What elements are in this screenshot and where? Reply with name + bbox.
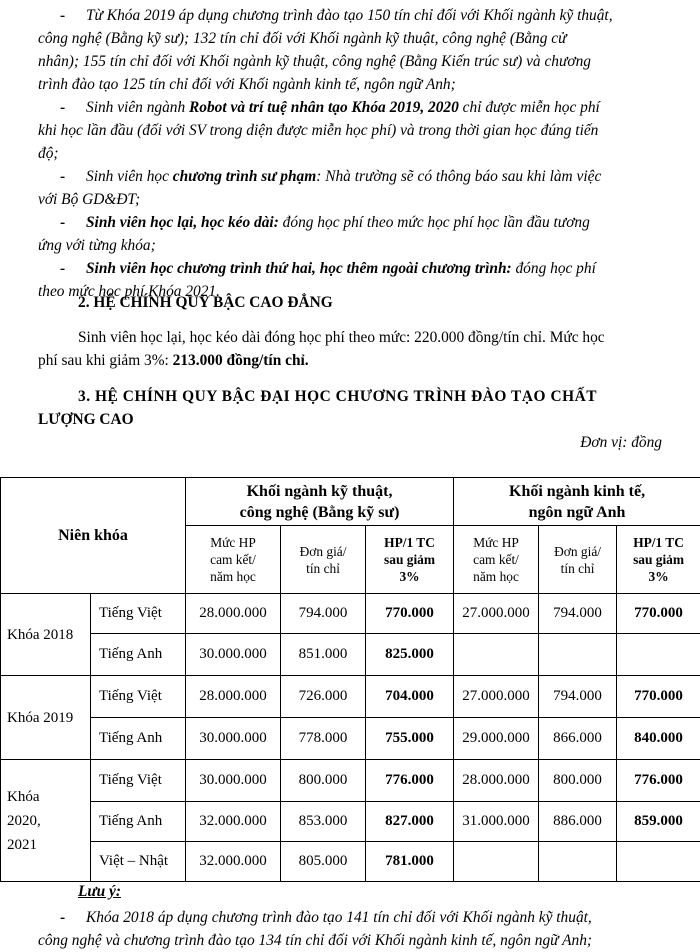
bullet-dash: - <box>60 211 86 234</box>
bullet-dash: - <box>60 4 86 27</box>
cell-value: 794.000 <box>539 594 617 634</box>
cell-value <box>617 634 700 676</box>
cell-value: 770.000 <box>617 676 700 718</box>
cell-value: 726.000 <box>281 676 366 718</box>
header-group-engineering: Khối ngành kỹ thuật, công nghệ (Bằng kỹ sư) <box>186 478 454 526</box>
row-lang: Tiếng Việt <box>91 760 186 802</box>
text-run: khi học lần đầu (đối với SV trong diện được miễn học phí) và trong thời gian học đúng tiến <box>38 122 598 139</box>
section-2-paragraph <box>38 326 666 372</box>
cell-value: 800.000 <box>281 760 366 802</box>
cell-value: 30.000.000 <box>186 718 281 760</box>
cell-value: 866.000 <box>539 718 617 760</box>
text-line <box>38 4 666 27</box>
text-run: đóng học phí <box>512 260 596 277</box>
text-run: Sinh viên học <box>86 168 173 185</box>
note-heading: Lưu ý: <box>78 883 121 901</box>
text-run: Khóa 2018 áp dụng chương trình đào tạo 141 tín chỉ đối với Khối ngành kỹ thuật, <box>86 909 592 926</box>
text-run: chỉ được miễn học phí <box>459 99 600 116</box>
header-muc-hp-1: Mức HP cam kết/ năm học <box>186 526 281 594</box>
text-run: Sinh viên ngành <box>86 99 189 116</box>
header-don-gia-1: Đơn giá/ tín chỉ <box>281 526 366 594</box>
text-line <box>38 165 666 188</box>
text-run: Sinh viên học chương trình thứ hai, học thêm ngoài chương trình: <box>86 260 512 277</box>
khoa-2018: Khóa 2018 <box>1 594 91 676</box>
section-2-line-1: Sinh viên học lại, học kéo dài đóng học phí theo mức: 220.000 đồng/tín chỉ. Mức học <box>38 326 666 349</box>
bullet-dash: - <box>60 96 86 119</box>
row-lang: Tiếng Anh <box>91 634 186 676</box>
cell-value: 853.000 <box>281 802 366 842</box>
cell-value <box>617 842 700 882</box>
cell-value: 29.000.000 <box>454 718 539 760</box>
cell-value: 27.000.000 <box>454 676 539 718</box>
cell-value: 859.000 <box>617 802 700 842</box>
table-row <box>1 802 700 842</box>
header-hp-giam-2: HP/1 TC sau giảm 3% <box>617 526 700 594</box>
cell-value <box>539 634 617 676</box>
text-line <box>38 73 666 96</box>
cell-value: 776.000 <box>617 760 700 802</box>
text-run: Từ Khóa 2019 áp dụng chương trình đào tạo 150 tín chỉ đối với Khối ngành kỹ thuật, <box>86 7 613 24</box>
table-row <box>1 842 700 882</box>
cell-value: 770.000 <box>366 594 454 634</box>
text-line <box>38 929 666 952</box>
bullet-dash: - <box>60 906 86 929</box>
cell-value: 28.000.000 <box>454 760 539 802</box>
text-run: theo mức học phí Khóa 2021. <box>38 283 220 300</box>
text-line <box>38 906 666 929</box>
cell-value: 851.000 <box>281 634 366 676</box>
text-line <box>38 188 666 211</box>
table-row <box>1 634 700 676</box>
section-3-heading-line-1: 3. HỆ CHÍNH QUY BẬC ĐẠI HỌC CHƯƠNG TRÌNH ĐÀO TẠO CHẤT <box>78 388 597 406</box>
cell-value <box>454 634 539 676</box>
section-2-heading: 2. HỆ CHÍNH QUY BẬC CAO ĐẲNG <box>78 294 333 312</box>
cell-value: 28.000.000 <box>186 676 281 718</box>
table-row <box>1 760 700 802</box>
cell-value: 32.000.000 <box>186 842 281 882</box>
cell-value: 30.000.000 <box>186 634 281 676</box>
cell-value: 886.000 <box>539 802 617 842</box>
table-row <box>1 718 700 760</box>
cell-value: 32.000.000 <box>186 802 281 842</box>
cell-value <box>539 842 617 882</box>
text-line <box>38 257 666 280</box>
text-run: ứng với từng khóa; <box>38 237 156 254</box>
text-run: công nghệ (Bằng kỹ sư); 132 tín chỉ đối với Khối ngành kỹ thuật, công nghệ (Bằng cử <box>38 30 567 47</box>
cell-value: 778.000 <box>281 718 366 760</box>
unit-label: Đơn vị: đồng <box>580 434 662 452</box>
text-line <box>38 211 666 234</box>
cell-value: 704.000 <box>366 676 454 718</box>
text-run: với Bộ GD&ĐT; <box>38 191 140 208</box>
cell-value: 781.000 <box>366 842 454 882</box>
text-line <box>38 234 666 257</box>
text-line <box>38 50 666 73</box>
header-group-economics: Khối ngành kinh tế, ngôn ngữ Anh <box>454 478 700 526</box>
tuition-fee-table <box>0 477 700 882</box>
text-run: nhân); 155 tín chỉ đối với Khối ngành kỹ thuật, công nghệ (Bằng Kiến trúc sư) và chương <box>38 53 591 70</box>
row-lang: Tiếng Anh <box>91 802 186 842</box>
header-don-gia-2: Đơn giá/ tín chỉ <box>539 526 617 594</box>
cell-value: 794.000 <box>539 676 617 718</box>
section-3-heading-line-2: LƯỢNG CAO <box>38 411 134 429</box>
text-line <box>38 119 666 142</box>
cell-value: 805.000 <box>281 842 366 882</box>
text-run: công nghệ và chương trình đào tạo 134 tín chỉ đối với Khối ngành kinh tế, ngôn ngữ Anh; <box>38 932 592 949</box>
text-run: Sinh viên học lại, học kéo dài: <box>86 214 279 231</box>
cell-value: 840.000 <box>617 718 700 760</box>
section-2-price: 213.000 đồng/tín chỉ. <box>173 352 309 369</box>
section-2-line-2-prefix: phí sau khi giảm 3%: <box>38 352 173 369</box>
text-run: Robot và trí tuệ nhân tạo Khóa 2019, 2020 <box>189 99 459 116</box>
text-run: chương trình sư phạm <box>173 168 316 185</box>
cell-value: 31.000.000 <box>454 802 539 842</box>
bullet-dash: - <box>60 257 86 280</box>
text-line <box>38 27 666 50</box>
cell-value: 755.000 <box>366 718 454 760</box>
text-line <box>38 96 666 119</box>
table-row <box>1 594 700 634</box>
cell-value: 27.000.000 <box>454 594 539 634</box>
header-muc-hp-2: Mức HP cam kết/ năm học <box>454 526 539 594</box>
row-lang: Tiếng Anh <box>91 718 186 760</box>
text-run: đóng học phí theo mức học phí học lần đầu tương <box>279 214 590 231</box>
text-run: trình đào tạo 125 tín chỉ đối với Khối ngành kinh tế, ngôn ngữ Anh; <box>38 76 456 93</box>
header-nien-khoa: Niên khóa <box>1 478 186 594</box>
row-lang: Việt – Nhật <box>91 842 186 882</box>
cell-value: 794.000 <box>281 594 366 634</box>
cell-value: 770.000 <box>617 594 700 634</box>
cell-value: 776.000 <box>366 760 454 802</box>
intro-notes <box>38 4 666 303</box>
text-run: : Nhà trường sẽ có thông báo sau khi làm việc <box>316 168 601 185</box>
text-line <box>38 142 666 165</box>
final-note <box>38 906 666 952</box>
cell-value: 30.000.000 <box>186 760 281 802</box>
cell-value: 28.000.000 <box>186 594 281 634</box>
table-row <box>1 676 700 718</box>
cell-value: 827.000 <box>366 802 454 842</box>
bullet-dash: - <box>60 165 86 188</box>
row-lang: Tiếng Việt <box>91 594 186 634</box>
header-hp-giam-1: HP/1 TC sau giảm 3% <box>366 526 454 594</box>
row-lang: Tiếng Việt <box>91 676 186 718</box>
cell-value <box>454 842 539 882</box>
khoa-2020-2021: Khóa 2020, 2021 <box>1 760 91 882</box>
cell-value: 825.000 <box>366 634 454 676</box>
khoa-2019: Khóa 2019 <box>1 676 91 760</box>
cell-value: 800.000 <box>539 760 617 802</box>
text-run: độ; <box>38 145 59 162</box>
